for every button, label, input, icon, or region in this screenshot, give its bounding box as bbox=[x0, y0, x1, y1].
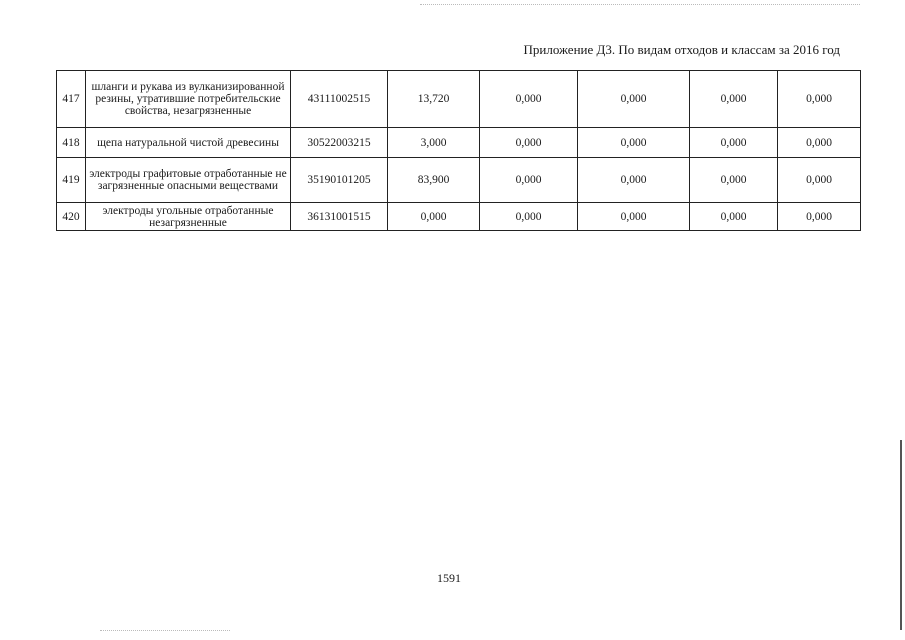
waste-code: 30522003215 bbox=[291, 128, 388, 158]
table-row bbox=[57, 128, 861, 158]
value-cell: 0,000 bbox=[578, 128, 690, 158]
value-cell: 0,000 bbox=[778, 158, 861, 203]
waste-code: 35190101205 bbox=[291, 158, 388, 203]
value-cell: 3,000 bbox=[388, 128, 480, 158]
scan-artifact-top bbox=[420, 4, 860, 5]
value-cell: 0,000 bbox=[578, 71, 690, 128]
waste-code: 36131001515 bbox=[291, 203, 388, 231]
waste-name: шланги и рукава из вулканизированной резины, утратившие потребительские свойства, незагрязненные bbox=[86, 71, 291, 128]
waste-table bbox=[56, 70, 861, 231]
value-cell: 0,000 bbox=[480, 71, 578, 128]
value-cell: 0,000 bbox=[480, 158, 578, 203]
row-number: 419 bbox=[57, 158, 86, 203]
value-cell: 0,000 bbox=[778, 203, 861, 231]
value-cell: 0,000 bbox=[778, 128, 861, 158]
value-cell: 0,000 bbox=[480, 203, 578, 231]
value-cell: 0,000 bbox=[778, 71, 861, 128]
waste-name: щепа натуральной чистой древесины bbox=[86, 128, 291, 158]
value-cell: 13,720 bbox=[388, 71, 480, 128]
row-number: 420 bbox=[57, 203, 86, 231]
table-row bbox=[57, 158, 861, 203]
table-row bbox=[57, 203, 861, 231]
waste-code: 43111002515 bbox=[291, 71, 388, 128]
value-cell: 0,000 bbox=[690, 158, 778, 203]
row-number: 417 bbox=[57, 71, 86, 128]
scan-edge-line bbox=[900, 440, 902, 630]
value-cell: 0,000 bbox=[578, 158, 690, 203]
scan-artifact-bottom bbox=[100, 630, 230, 631]
appendix-title: Приложение Д3. По видам отходов и классам за 2016 год bbox=[523, 42, 840, 57]
value-cell: 0,000 bbox=[388, 203, 480, 231]
row-number: 418 bbox=[57, 128, 86, 158]
value-cell: 83,900 bbox=[388, 158, 480, 203]
value-cell: 0,000 bbox=[690, 128, 778, 158]
page-number: 1591 bbox=[437, 571, 461, 585]
waste-name: электроды угольные отработанные незагрязненные bbox=[86, 203, 291, 231]
value-cell: 0,000 bbox=[690, 71, 778, 128]
waste-name: электроды графитовые отработанные не загрязненные опасными веществами bbox=[86, 158, 291, 203]
value-cell: 0,000 bbox=[578, 203, 690, 231]
table-row bbox=[57, 71, 861, 128]
value-cell: 0,000 bbox=[690, 203, 778, 231]
value-cell: 0,000 bbox=[480, 128, 578, 158]
